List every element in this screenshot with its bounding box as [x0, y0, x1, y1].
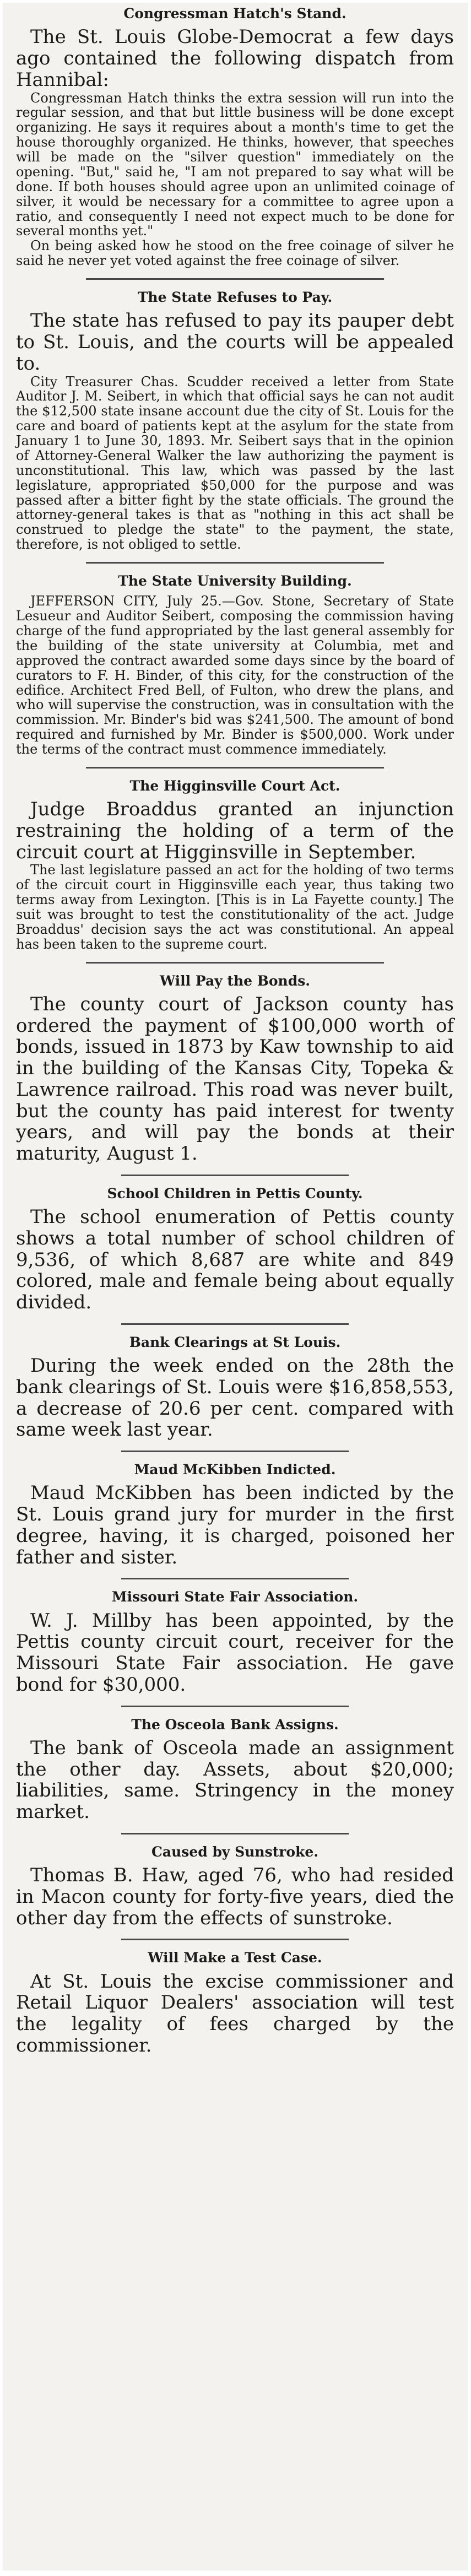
article-lead-paragraph: The county court of Jackson county has ordered the payment of $100,000 worth of bonds, issued in 1873 by Kaw township to aid in the building of the Kansas City, Topeka & Lawrence railroad. This road was never built, but the county has paid interest for twenty years, and will pay the bonds at their maturity, August 1.: [16, 993, 454, 1165]
news-article: [16, 570, 454, 769]
article-headline: Missouri State Fair Association.: [111, 1589, 359, 1605]
newspaper-column: [3, 3, 468, 2570]
article-headline: The Osceola Bank Assigns.: [131, 1716, 339, 1733]
article-divider: [121, 1451, 349, 1452]
article-lead-paragraph: Judge Broaddus granted an injunction restraining the holding of a term of the circuit court at Higginsville in September.: [16, 798, 454, 863]
news-article: [16, 775, 454, 964]
article-divider: [121, 1706, 349, 1707]
article-body: [16, 1971, 454, 2057]
article-headline: Caused by Sunstroke.: [151, 1843, 318, 1860]
article-headline: The State University Building.: [118, 573, 352, 589]
article-paragraph: The last legislature passed an act for the holding of two terms of the circuit court in Higginsville each year, thus taking two terms away from Lexington. [This is in La Fayette county.] The suit was brought to test the constitutionality of the act. Judge Broaddus' decision says the act was constitutional. An appeal has been taken to the supreme court.: [16, 862, 454, 952]
article-lead-paragraph: The bank of Osceola made an assignment the other day. Assets, about $20,000; liabilities, same. Stringency in the money market.: [16, 1736, 454, 1823]
article-divider: [86, 562, 384, 564]
article-lead-paragraph: Thomas B. Haw, aged 76, who had resided in Macon county for forty-five years, died the other day from the effects of sunstroke.: [16, 1864, 454, 1929]
column-content: [3, 3, 468, 2057]
article-lead-paragraph: At St. Louis the excise commissioner and Retail Liquor Dealers' association will test the legality of fees charged by the commissioner.: [16, 1970, 454, 2057]
article-divider: [121, 1175, 349, 1176]
article-body: [16, 310, 454, 552]
article-body: [16, 1738, 454, 1823]
news-article: [16, 1459, 454, 1579]
article-lead-paragraph: The state has refused to pay its pauper debt to St. Louis, and the courts will be appealed to.: [16, 310, 454, 375]
article-body: [16, 26, 454, 268]
article-divider: [86, 962, 384, 964]
news-article: [16, 1183, 454, 1325]
article-headline: Bank Clearings at St Louis.: [129, 1334, 341, 1350]
article-paragraph: On being asked how he stood on the free coinage of silver he said he never yet voted against the free coinage of silver.: [16, 238, 454, 269]
article-body: [16, 594, 454, 757]
article-divider: [121, 1578, 349, 1579]
article-divider: [86, 767, 384, 769]
article-body: [16, 799, 454, 952]
article-body: [16, 994, 454, 1165]
article-lead-paragraph: During the week ended on the 28th the bank clearings of St. Louis were $16,858,553, a decrease of 20.6 per cent. compared with same week last year.: [16, 1355, 454, 1441]
news-article: [16, 286, 454, 564]
article-body: [16, 1610, 454, 1696]
news-article: [16, 1332, 454, 1452]
news-article: [16, 1714, 454, 1834]
article-lead-paragraph: Maud McKibben has been indicted by the St. Louis grand jury for murder in the first degree, having, it is charged, poisoned her father and sister.: [16, 1482, 454, 1568]
article-divider: [121, 1833, 349, 1834]
article-divider: [121, 1939, 349, 1940]
article-headline: Congressman Hatch's Stand.: [123, 6, 347, 21]
article-divider: [86, 278, 384, 280]
article-lead-paragraph: The school enumeration of Pettis county shows a total number of school children of 9,536, of which 8,687 are white and 849 colored, male and female being about equally divided.: [16, 1206, 454, 1314]
news-article: [16, 3, 454, 280]
news-article: [16, 1947, 454, 2056]
article-body: [16, 1865, 454, 1929]
article-headline: Maud McKibben Indicted.: [134, 1462, 336, 1478]
news-article: [16, 1841, 454, 1941]
article-body: [16, 1482, 454, 1568]
news-article: [16, 970, 454, 1176]
news-article: [16, 1586, 454, 1707]
article-lead-paragraph: W. J. Millby has been appointed, by the Pettis county circuit court, receiver for the Missouri State Fair association. He gave bond for $30,000.: [16, 1609, 454, 1696]
article-lead-paragraph: The St. Louis Globe-Democrat a few days ago contained the following dispatch from Hannibal:: [16, 26, 454, 91]
article-paragraph: JEFFERSON CITY, July 25.—Gov. Stone, Secretary of State Lesueur and Auditor Seibert, composing the commission having charge of the fund appropriated by the last general assembly for the building of the state university at Columbia, met and approved the contract awarded some days since by the board of curators to F. H. Binder, of this city, for the construction of the edifice. Architect Fred Bell, of Fulton, who drew the plans, and who will supervise the construction, was in consultation with the commission. Mr. Binder's bid was $241,500. The amount of bond required and furnished by Mr. Binder is $500,000. Work under the terms of the contract must commence immediately.: [16, 593, 454, 757]
article-headline: School Children in Pettis County.: [107, 1185, 363, 1202]
article-headline: The State Refuses to Pay.: [137, 289, 333, 305]
article-body: [16, 1206, 454, 1313]
article-headline: Will Make a Test Case.: [148, 1950, 322, 1966]
article-headline: Will Pay the Bonds.: [160, 972, 310, 989]
article-headline: The Higginsville Court Act.: [129, 777, 340, 794]
article-paragraph: Congressman Hatch thinks the extra session will run into the regular session, and that but little business will be done except organizing. He says it requires about a month's time to get the house thoroughly organized. He thinks, however, that speeches will be made on the "silver question" immediately on the opening. "But," said he, "I am not prepared to say what will be done. If both houses should agree upon an unlimited coinage of silver, it would be necessary for a committee to agree upon a ratio, and consequently I need not expect much to be done for several months yet.": [16, 90, 454, 239]
article-body: [16, 1355, 454, 1441]
article-paragraph: City Treasurer Chas. Scudder received a letter from State Auditor J. M. Seibert, in which that official says he can not audit the $12,500 state insane account due the city of St. Louis for the care and board of patients kept at the asylum for the state from January 1 to June 30, 1893. Mr. Seibert says that in the opinion of Attorney-General Walker the law authorizing the payment is unconstitutional. This law, which was passed by the last legislature, appropriated $50,000 for the purpose and was passed after a bitter fight by the state officials. The ground the attorney-general takes is that as "nothing in this act shall be construed to pledge the state" to the payment, the state, therefore, is not obliged to settle.: [16, 374, 454, 553]
article-divider: [121, 1323, 349, 1325]
